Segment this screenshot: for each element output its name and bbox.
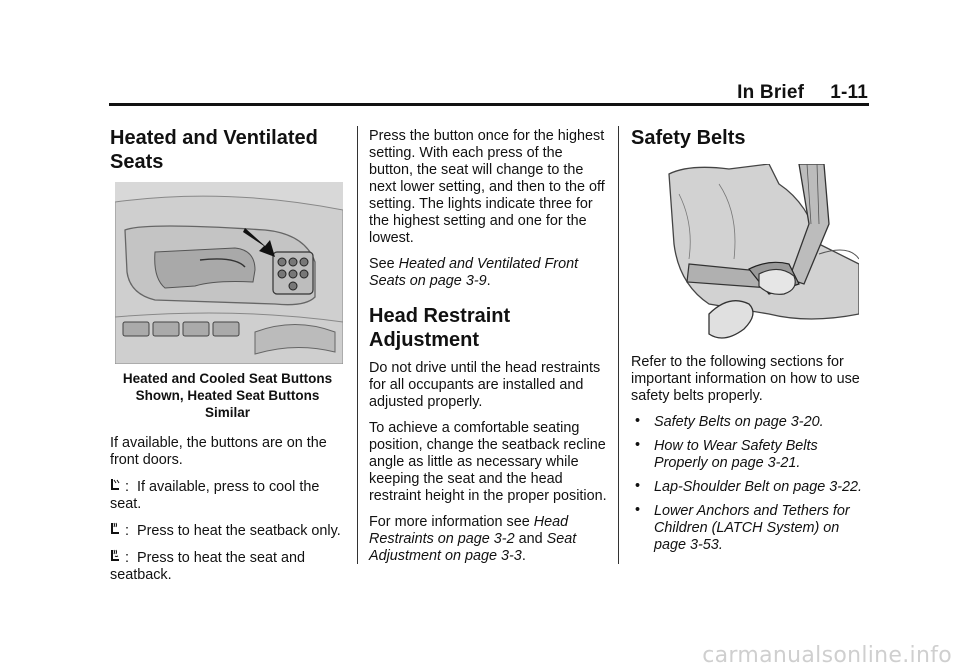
head-restraint-heading: Head Restraint Adjustment [369,305,511,351]
heated-seat-icon [110,549,121,567]
more-info-text: For more information see Head Restraints on page 3-2 and Seat Adjustment on page 3-3. [369,514,577,564]
page-number: 1-11 [830,82,868,103]
column-1 [110,126,345,593]
heated-seatback-item: : Press to heat the seatback only. [110,522,345,540]
column-divider-2 [618,126,619,564]
head-restraint-warning-text: Do not drive until the head restraints for all occupants are installed and adjusted properly. [369,360,601,410]
door-panel-seat-buttons-illustration [115,182,343,364]
lap-shoulder-belt-reference-link[interactable]: Lap-Shoulder Belt on page 3-22. [654,479,863,495]
column-divider-1 [357,126,358,564]
column-3 [631,126,871,561]
safety-belts-reference-link[interactable]: Safety Belts on page 3-20. [654,414,824,430]
reference-list-item: • Lower Anchors and Tethers for Children (LATCH System) on page 3-53. [635,502,850,553]
see-reference: See Heated and Ventilated Front Seats on page 3-9. [369,256,579,289]
header-rule [109,103,869,106]
cooled-seat-item: : If available, press to cool the seat. [110,479,320,512]
heated-seatback-icon [110,522,121,540]
heated-seat-seatback-item: : Press to heat the seat and seatback. [110,550,306,583]
safety-belt-buckle-illustration [649,164,859,346]
how-to-wear-reference-link[interactable]: How to Wear Safety Belts Properly on page 3-21. [654,438,818,471]
heated-seats-reference-link[interactable]: Heated and Ventilated Front Seats on page 3-9 [369,256,579,289]
figure-caption: Heated and Cooled Seat Buttons Shown, Heated Seat Buttons Similar [122,371,333,420]
safety-belts-heading: Safety Belts [631,127,746,149]
seating-position-text: To achieve a comfortable seating position, change the seatback recline angle as little as necessary while keeping the seat and the head restraint height in the proper position. [369,420,607,504]
watermark: carmanualsonline.info [702,643,952,668]
reference-list-item: • How to Wear Safety Belts Properly on page 3-21. [635,437,818,471]
buttons-location-text: If available, the buttons are on the front doors. [110,435,327,468]
reference-list-item: • Lap-Shoulder Belt on page 3-22. [635,478,863,495]
page-header [110,82,868,104]
cooled-seat-icon [110,478,121,496]
seat-adjustment-reference-link[interactable]: Seat Adjustment on page 3-3 [369,531,577,564]
button-press-text: Press the button once for the highest setting. With each press of the button, the seat will change to the next lower setting, and then to the off setting. The lights indicate three for the highest setting and one for the lowest. [369,128,605,246]
latch-system-reference-link[interactable]: Lower Anchors and Tethers for Children (LATCH System) on page 3-53. [654,503,850,553]
safety-belts-intro-text: Refer to the following sections for important information on how to use safety belts properly. [631,354,860,404]
section-title: In Brief [737,82,805,103]
head-restraints-reference-link[interactable]: Head Restraints on page 3-2 [369,514,569,547]
column-2 [369,128,607,574]
heated-seats-heading: Heated and Ventilated Seats [110,127,318,173]
reference-list-item: • Safety Belts on page 3-20. [635,413,824,430]
